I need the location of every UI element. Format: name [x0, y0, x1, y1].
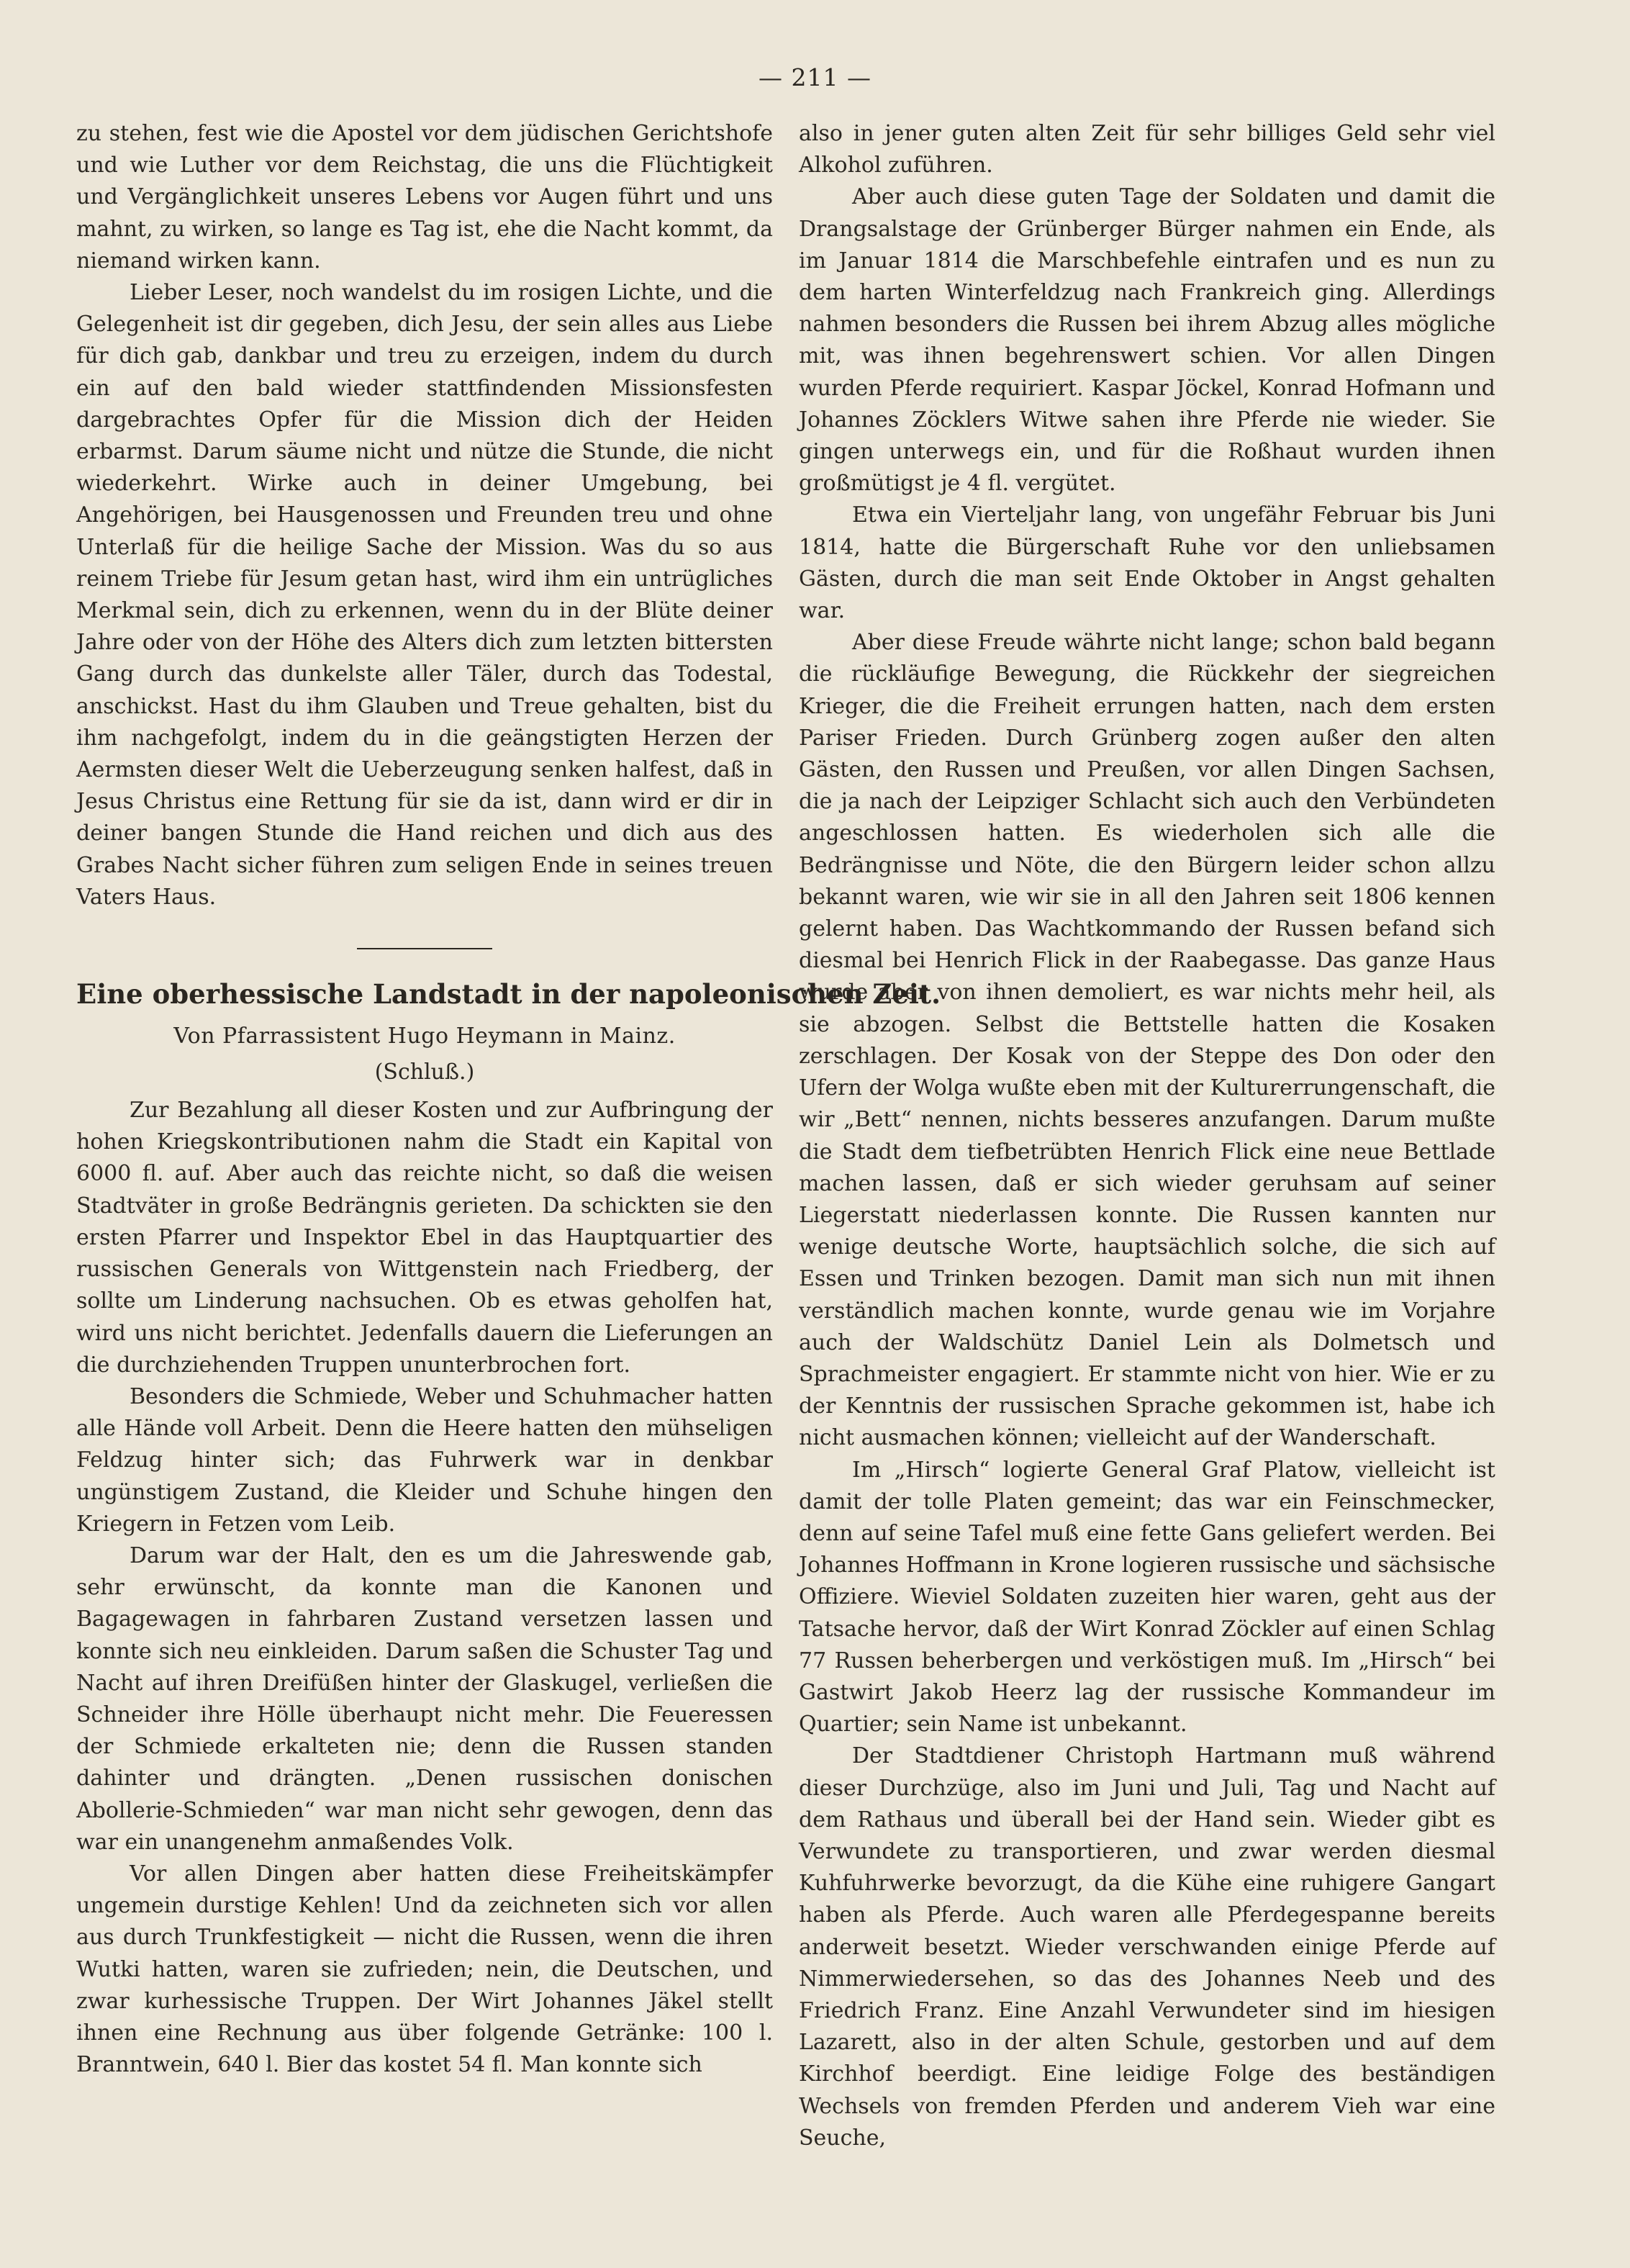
article-title: Eine oberhessische Landstadt in der napoleonischen Zeit.: [76, 978, 941, 1011]
left-column: [76, 118, 941, 2081]
article-byline: Von Pfarrassistent Hugo Heymann in Mainz.: [173, 1024, 676, 1049]
paragraph: Zur Bezahlung all dieser Kosten und zur Aufbringung der hohen Kriegskontributionen nahm die Stadt ein Kapital von 6000 fl. auf. Aber auch das reichte nicht, so daß die weisen Stadtväter in große Bedrängnis gerieten. Da schickten sie den ersten Pfarrer und Inspektor Ebel in das Hauptquartier des russischen Generals von Wittgenstein nach Friedberg, der sollte um Linderung nachsuchen. Ob es etwas geholfen hat, wird uns nicht berichtet. Jedenfalls dauern die Lieferungen an die durchziehenden Truppen ununterbrochen fort.: [76, 1098, 773, 1378]
section-divider: [357, 948, 492, 949]
paragraph: Darum war der Halt, den es um die Jahreswende gab, sehr erwünscht, da konnte man die Kanonen und Bagagewagen in fahrbaren Zustand versetzen lassen und konnte sich neu einkleiden. Darum saßen die Schuster Tag und Nacht auf ihren Dreifüßen hinter der Glaskugel, verließen die Schneider ihre Hölle überhaupt nicht mehr. Die Feueressen der Schmiede erkalteten nie; denn die Russen standen dahinter und drängten. „Denen russischen donischen Abollerie-Schmieden“ war man nicht sehr gewogen, denn das war ein unangenehm anmaßendes Volk.: [76, 1542, 773, 1855]
paragraph: Besonders die Schmiede, Weber und Schuhmacher hatten alle Hände voll Arbeit. Denn die Heere hatten den mühseligen Feldzug hinter sich; das Fuhrwerk war in denkbar ungünstigem Zustand, die Kleider und Schuhe hingen den Kriegern in Fetzen vom Leib.: [76, 1383, 773, 1537]
continuation-note: (Schluß.): [374, 1060, 475, 1085]
paragraph: Etwa ein Vierteljahr lang, von ungefähr Februar bis Juni 1814, hatte die Bürgerschaft Ruhe vor den unliebsamen Gästen, durch die man seit Ende Oktober in Angst gehalten war.: [799, 502, 1495, 624]
paragraph: zu stehen, fest wie die Apostel vor dem jüdischen Gerichtshofe und wie Luther vor dem Reichstag, die uns die Flüchtigkeit und Vergänglichkeit unseres Lebens vor Augen führt und uns mahnt, zu wirken, so lange es Tag ist, ehe die Nacht kommt, da niemand wirken kann.: [76, 121, 773, 274]
paragraph: Vor allen Dingen aber hatten diese Freiheitskämpfer ungemein durstige Kehlen! Und da zeichneten sich vor allen aus durch Trunkfestigkeit — nicht die Russen, wenn die ihren Wutki hatten, waren sie zufrieden; nein, die Deutschen, und zwar kurhessische Truppen. Der Wirt Johannes Jäkel stellt ihnen eine Rechnung aus über folgende Getränke: 100 l. Branntwein, 640 l. Bier das kostet 54 fl. Man konnte sich: [76, 1861, 773, 2078]
paragraph: also in jener guten alten Zeit für sehr billiges Geld sehr viel Alkohol zuführen.: [799, 121, 1495, 179]
right-column: [799, 118, 1495, 2154]
page-number: — 211 —: [759, 63, 871, 91]
paragraph: Aber auch diese guten Tage der Soldaten und damit die Drangsalstage der Grünberger Bürger nahmen ein Ende, als im Januar 1814 die Marschbefehle eintrafen und es nun zu dem harten Winterfeldzug nach Frankreich ging. Allerdings nahmen besonders die Russen bei ihrem Abzug alles mögliche mit, was ihnen begehrenswert schien. Vor allen Dingen wurden Pferde requiriert. Kaspar Jöckel, Konrad Hofmann und Johannes Zöcklers Witwe sahen ihre Pferde nie wieder. Sie gingen unterwegs ein, und für die Roßhaut wurden ihnen großmütigst je 4 fl. vergütet.: [799, 184, 1495, 497]
paragraph: Im „Hirsch“ logierte General Graf Platow, vielleicht ist damit der tolle Platen gemeint; das war ein Feinschmecker, denn auf seine Tafel muß eine fette Gans geliefert werden. Bei Johannes Hoffmann in Krone logieren russische und sächsische Offiziere. Wieviel Soldaten zuzeiten hier waren, geht aus der Tatsache hervor, daß der Wirt Konrad Zöckler auf einen Schlag 77 Russen beherbergen und verköstigen muß. Im „Hirsch“ bei Gastwirt Jakob Heerz lag der russische Kommandeur im Quartier; sein Name ist unbekannt.: [799, 1457, 1495, 1738]
paragraph: Der Stadtdiener Christoph Hartmann muß während dieser Durchzüge, also im Juni und Juli, Tag und Nacht auf dem Rathaus und überall bei der Hand sein. Wieder gibt es Verwundete zu transportieren, und zwar werden diesmal Kuhfuhrwerke bevorzugt, da die Kühe eine ruhigere Gangart haben als Pferde. Auch waren alle Pferdegespanne bereits anderweit besetzt. Wieder verschwanden einige Pferde auf Nimmerwiedersehen, so das des Johannes Neeb und des Friedrich Franz. Eine Anzahl Verwundeter sind im hiesigen Lazarett, also in der alten Schule, gestorben und auf dem Kirchhof beerdigt. Eine leidige Folge des beständigen Wechsels von fremden Pferden und anderem Vieh war eine Seuche,: [799, 1743, 1495, 2151]
paragraph: Lieber Leser, noch wandelst du im rosigen Lichte, und die Gelegenheit ist dir gegeben, dich Jesu, der sein alles aus Liebe für dich gab, dankbar und treu zu erzeigen, indem du durch ein auf den bald wieder stattfindenden Missionsfesten dargebrachtes Opfer für die Mission dich der Heiden erbarmst. Darum säume nicht und nütze die Stunde, die nicht wiederkehrt. Wirke auch in deiner Umgebung, bei Angehörigen, bei Hausgenossen und Freunden treu und ohne Unterlaß für die heilige Sache der Mission. Was du so aus reinem Triebe für Jesum getan hast, wird ihm ein untrügliches Merkmal sein, dich zu erkennen, wenn du in der Blüte deiner Jahre oder von der Höhe des Alters dich zum letzten bittersten Gang durch das dunkelste aller Täler, durch das Todestal, anschickst. Hast du ihm Glauben und Treue gehalten, bist du ihm nachgefolgt, indem du in die geängstigten Herzen der Aermsten dieser Welt die Ueberzeugung senken halfest, daß in Jesus Christus eine Rettung für sie da ist, dann wird er dir in deiner bangen Stunde die Hand reichen und dich aus des Grabes Nacht sicher führen zum seligen Ende in seines treuen Vaters Haus.: [76, 280, 773, 910]
paragraph: Aber diese Freude währte nicht lange; schon bald begann die rückläufige Bewegung, die Rückkehr der siegreichen Krieger, die die Freiheit errungen hatten, nach dem ersten Pariser Frieden. Durch Grünberg zogen außer den alten Gästen, den Russen und Preußen, vor allen Dingen Sachsen, die ja nach der Leipziger Schlacht sich auch den Verbündeten angeschlossen hatten. Es wiederholen sich alle die Bedrängnisse und Nöte, die den Bürgern leider schon allzu bekannt waren, wie wir sie in all den Jahren seit 1806 kennen gelernt haben. Das Wachtkommando der Russen befand sich diesmal bei Henrich Flick in der Raabegasse. Das ganze Haus wurde aber von ihnen demoliert, es war nichts mehr heil, als sie abzogen. Selbst die Bettstelle hatten die Kosaken zerschlagen. Der Kosak von der Steppe des Don oder den Ufern der Wolga wußte eben mit der Kulturerrungenschaft, die wir „Bett“ nennen, nichts besseres anzufangen. Darum mußte die Stadt dem tiefbetrübten Henrich Flick eine neue Bettlade machen lassen, daß er sich wieder geruhsam auf seiner Liegerstatt niederlassen konnte. Die Russen kannten nur wenige deutsche Worte, hauptsächlich solche, die sich auf Essen und Trinken bezogen. Damit man sich nun mit ihnen verständlich machen konnte, wurde genau wie im Vorjahre auch der Waldschütz Daniel Lein als Dolmetsch und Sprachmeister engagiert. Er stammte nicht von hier. Wie er zu der Kenntnis der russischen Sprache gekommen ist, habe ich nicht ausmachen können; vielleicht auf der Wanderschaft.: [799, 630, 1495, 1451]
